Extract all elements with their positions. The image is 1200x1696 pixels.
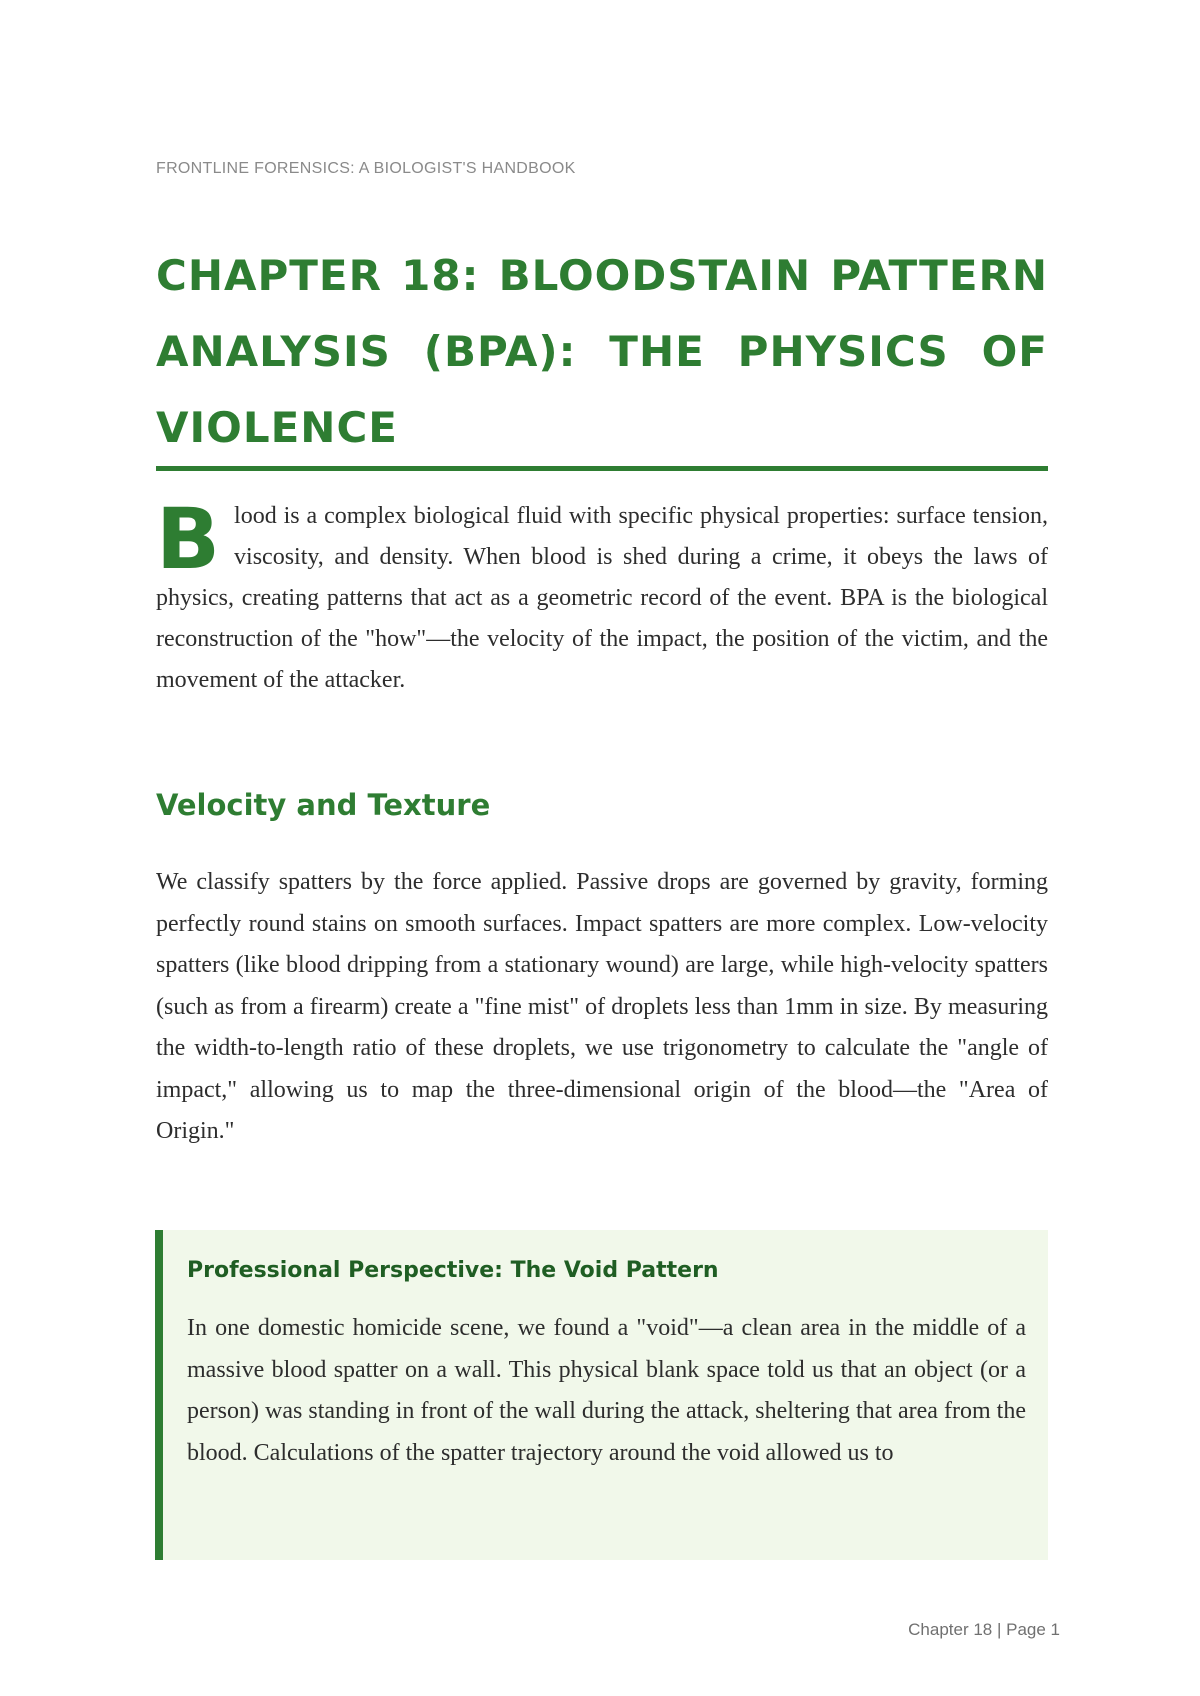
- drop-cap: B: [156, 490, 221, 588]
- page-footer: Chapter 18 | Page 1: [908, 1620, 1060, 1639]
- title-divider: [156, 466, 1048, 471]
- callout-title: Professional Perspective: The Void Pattern: [187, 1258, 719, 1283]
- section-paragraph: We classify spatters by the force applied. Passive drops are governed by gravity, forming perfectly round stains on smooth surfaces. Impact spatters are more complex. Low-velocity spatters (like blood dripping from a stationary wound) are large, while high-velocity spatters (such as from a firearm) create a "fine mist" of droplets less than 1mm in size. By measuring the width-to-length ratio of these droplets, we use trigonometry to calculate the "angle of impact," allowing us to map the three-dimensional origin of the blood—the "Area of Origin.": [156, 869, 1048, 1144]
- intro-paragraph: [156, 490, 1048, 701]
- running-header: FRONTLINE FORENSICS: A BIOLOGIST'S HANDBOOK: [156, 160, 576, 177]
- intro-text: lood is a complex biological fluid with specific physical properties: surface tension, viscosity, and density. When blood is shed during a crime, it obeys the laws of physics, creating patterns that act as a geometric record of the event. BPA is the biological reconstruction of the "how"—the velocity of the impact, the position of the victim, and the movement of the attacker.: [156, 503, 1048, 693]
- section-heading: Velocity and Texture: [156, 788, 491, 822]
- callout-box: [155, 1230, 1048, 1560]
- callout-text: In one domestic homicide scene, we found a "void"—a clean area in the middle of a massive blood spatter on a wall. This physical blank space told us that an object (or a person) was standing in front of the wall during the attack, sheltering that area from the blood. Calculations of the spatter trajectory around the void allowed us to: [187, 1315, 1026, 1466]
- chapter-title: CHAPTER 18: BLOODSTAIN PATTERN ANALYSIS (BPA): THE PHYSICS OF VIOLENCE: [156, 251, 1048, 452]
